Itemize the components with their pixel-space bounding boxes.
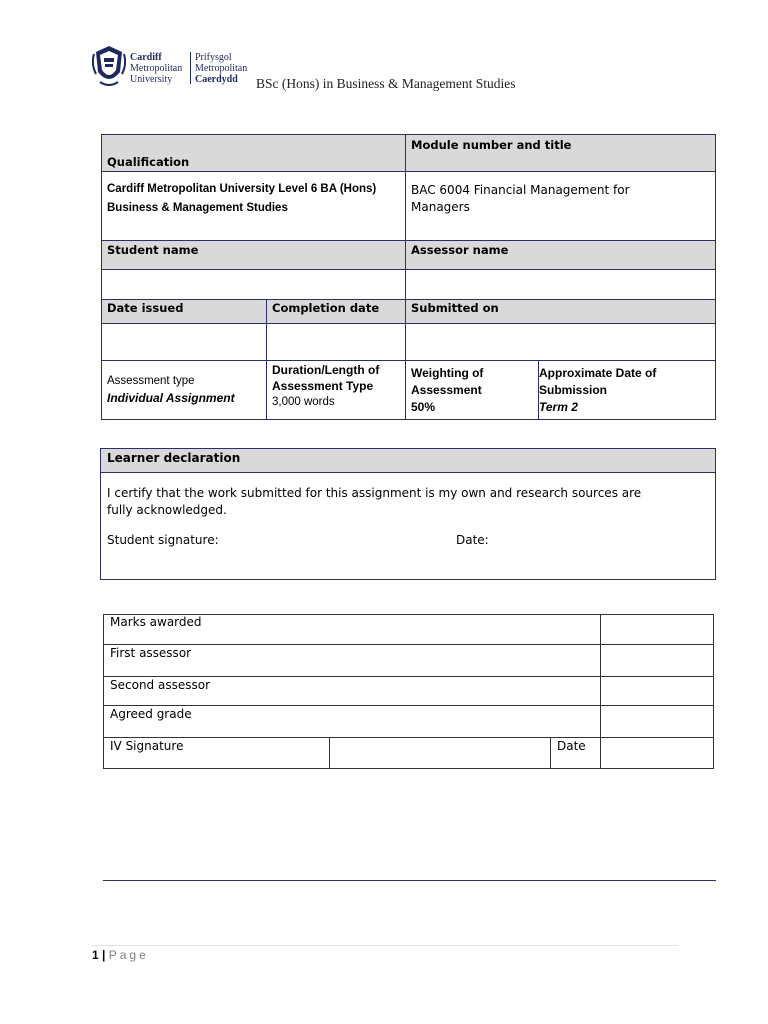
first-assessor-field[interactable] xyxy=(601,645,714,677)
duration-label: Duration/Length of xyxy=(272,363,380,377)
page-separator: | xyxy=(102,948,106,962)
module-header xyxy=(406,135,716,172)
crest-icon xyxy=(92,44,126,88)
duration-value: 3,000 words xyxy=(272,396,335,408)
logo-word: Metropolitan xyxy=(130,63,183,74)
student-name-header xyxy=(102,241,406,270)
logo-divider xyxy=(190,52,191,84)
declaration-text: fully acknowledged. xyxy=(107,503,227,517)
page-number: 1 xyxy=(92,948,99,962)
completion-date-label: Completion date xyxy=(267,300,406,324)
logo-word: University xyxy=(130,74,173,85)
module-line: BAC 6004 Financial Management for xyxy=(411,183,630,197)
module-line: Managers xyxy=(411,200,470,214)
declaration-date-label: Date: xyxy=(456,533,489,547)
iv-date-field[interactable] xyxy=(601,738,714,769)
weighting-value: 50% xyxy=(411,400,436,414)
declaration-title: Learner declaration xyxy=(101,449,715,473)
first-assessor-label: First assessor xyxy=(104,645,601,677)
learner-declaration-box xyxy=(100,448,716,580)
document-title: BSc (Hons) in Business & Management Studies xyxy=(256,76,516,91)
university-logo xyxy=(92,42,254,90)
agreed-grade-field[interactable] xyxy=(601,706,714,738)
logo-word: Prifysgol xyxy=(195,52,232,63)
marks-awarded-label: Marks awarded xyxy=(104,615,601,645)
assessment-type-label: Assessment type xyxy=(107,375,195,387)
qualification-line: Business & Management Studies xyxy=(107,202,288,214)
student-name-field[interactable] xyxy=(102,270,406,300)
assessor-name-header xyxy=(406,241,716,270)
assessment-info-table xyxy=(101,134,716,420)
logo-word: Cardiff xyxy=(130,52,162,63)
duration-label: Assessment Type xyxy=(272,379,374,393)
page-footer xyxy=(92,948,149,962)
iv-signature-field[interactable] xyxy=(330,738,551,769)
approx-date-value: Term 2 xyxy=(539,400,578,414)
logo-word: Caerdydd xyxy=(195,74,238,85)
assessment-type-cell xyxy=(102,361,267,420)
second-assessor-field[interactable] xyxy=(601,677,714,706)
submitted-on-field[interactable] xyxy=(406,324,716,361)
weighting-cell xyxy=(406,361,539,420)
approx-date-label: Submission xyxy=(539,383,608,397)
date-issued-label: Date issued xyxy=(102,300,267,324)
date-issued-field[interactable] xyxy=(102,324,267,361)
iv-date-label: Date xyxy=(551,738,601,769)
iv-signature-label: IV Signature xyxy=(104,738,330,769)
marks-table xyxy=(103,614,714,769)
module-label: Module number and title xyxy=(411,138,572,152)
agreed-grade-label: Agreed grade xyxy=(104,706,601,738)
qualification-header xyxy=(102,135,406,172)
footer-divider xyxy=(92,945,678,946)
assessor-name-label: Assessor name xyxy=(411,243,509,257)
weighting-label: Assessment xyxy=(411,383,482,397)
logo-word: Metropolitan xyxy=(195,63,248,74)
student-name-label: Student name xyxy=(107,243,199,257)
qualification-line: Cardiff Metropolitan University Level 6 BA (Hons) xyxy=(107,183,377,195)
second-assessor-label: Second assessor xyxy=(104,677,601,706)
declaration-text: I certify that the work submitted for this assignment is my own and research sources are xyxy=(107,486,642,500)
approx-date-cell xyxy=(539,361,716,420)
weighting-label: Weighting of xyxy=(411,366,484,380)
assessor-name-field[interactable] xyxy=(406,270,716,300)
submitted-on-label: Submitted on xyxy=(406,300,716,324)
qualification-value xyxy=(102,172,406,241)
student-signature-label: Student signature: xyxy=(107,533,219,547)
section-divider xyxy=(103,880,716,881)
duration-cell xyxy=(267,361,406,420)
module-value xyxy=(406,172,716,241)
completion-date-field[interactable] xyxy=(267,324,406,361)
page-word: Page xyxy=(108,948,149,962)
marks-awarded-field[interactable] xyxy=(601,615,714,645)
qualification-label: Qualification xyxy=(107,155,190,169)
approx-date-label: Approximate Date of xyxy=(539,366,657,380)
assessment-type-value: Individual Assignment xyxy=(107,391,235,405)
